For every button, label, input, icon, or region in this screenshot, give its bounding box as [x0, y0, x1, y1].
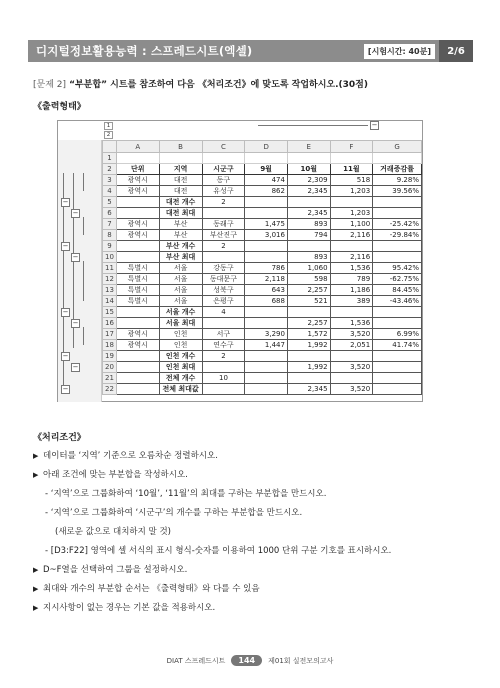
grid-cell[interactable]: 862 — [245, 185, 288, 196]
grid-cell[interactable] — [116, 207, 159, 218]
grid-cell[interactable] — [159, 153, 202, 164]
outline-bracket-group-3 — [83, 261, 84, 301]
condition-text: 아래 조건에 맞는 부분합을 작성하시오. — [43, 470, 188, 480]
grid-cell[interactable]: 광역시 — [116, 185, 159, 196]
grid-cell[interactable] — [373, 350, 422, 361]
grid-cell[interactable] — [287, 372, 330, 383]
collapse-group-button[interactable]: − — [72, 319, 79, 327]
grid-cell[interactable]: 은평구 — [202, 295, 245, 306]
grid-cell[interactable]: 688 — [245, 295, 288, 306]
grid-cell[interactable]: 부산 — [159, 229, 202, 240]
grid-cell[interactable]: 동구 — [202, 174, 245, 185]
grid-cell[interactable]: 474 — [245, 174, 288, 185]
grid-cell[interactable]: 1,572 — [287, 328, 330, 339]
row-header[interactable]: 9 — [103, 240, 117, 251]
question-line — [33, 77, 368, 90]
table-row — [103, 306, 422, 317]
grid-cell[interactable] — [373, 251, 422, 262]
grid-cell[interactable] — [202, 153, 245, 164]
row-header[interactable]: 13 — [103, 284, 117, 295]
bullet-arrow-icon: ▶ — [33, 471, 39, 479]
collapse-all-button[interactable]: − — [62, 385, 69, 393]
grid-cell[interactable]: 2,257 — [287, 284, 330, 295]
grid-cell[interactable]: 3,520 — [330, 383, 373, 394]
grid-cell[interactable] — [373, 153, 422, 164]
row-header[interactable]: 7 — [103, 218, 117, 229]
grid-cell[interactable]: 광역시 — [116, 339, 159, 350]
column-header[interactable]: C — [202, 141, 245, 153]
table-row — [103, 284, 422, 295]
grid-cell[interactable] — [373, 372, 422, 383]
outline-bracket-group-4 — [83, 327, 84, 345]
table-row — [103, 350, 422, 361]
grid-cell[interactable] — [330, 350, 373, 361]
page-header — [28, 40, 473, 62]
grid-cell[interactable]: 동래구 — [202, 218, 245, 229]
grid-cell[interactable]: 6.99% — [373, 328, 422, 339]
grid-cell[interactable] — [116, 240, 159, 251]
grid-cell[interactable]: 2,257 — [287, 317, 330, 328]
grid-cell[interactable]: 서울 — [159, 262, 202, 273]
grid-cell[interactable] — [245, 383, 288, 394]
row-header[interactable]: 1 — [103, 153, 117, 164]
condition-item — [33, 561, 453, 580]
column-header[interactable]: B — [159, 141, 202, 153]
grid-cell[interactable] — [330, 240, 373, 251]
grid-cell[interactable] — [245, 306, 288, 317]
output-form-label: 《출력형태》 — [33, 102, 86, 112]
grid-cell[interactable]: 1,447 — [245, 339, 288, 350]
row-header[interactable]: 15 — [103, 306, 117, 317]
grid-cell[interactable]: 인천 — [159, 328, 202, 339]
grid-cell[interactable]: 부산 최대 — [159, 251, 202, 262]
collapse-group-button[interactable]: − — [62, 198, 69, 206]
conditions-title: 《처리조건》 — [33, 433, 86, 443]
condition-text: - [D3:F22] 영역에 셀 서식의 표시 형식-숫자를 이용하여 1000 단위 구분 기호를 표시하시오. — [45, 546, 392, 556]
outline-bracket-group-2 — [83, 217, 84, 235]
question-number: [문제 2] — [33, 80, 66, 90]
grid-cell[interactable]: 광역시 — [116, 229, 159, 240]
column-header[interactable]: A — [116, 141, 159, 153]
grid-cell[interactable]: 대전 — [159, 174, 202, 185]
grid-cell[interactable]: 521 — [287, 295, 330, 306]
column-header[interactable]: F — [330, 141, 373, 153]
spreadsheet-view — [57, 120, 423, 402]
table-row — [103, 372, 422, 383]
grid-cell[interactable] — [245, 207, 288, 218]
data-grid — [102, 140, 422, 395]
column-header[interactable]: G — [373, 141, 422, 153]
grid-cell[interactable]: 광역시 — [116, 174, 159, 185]
grid-cell[interactable]: -25.42% — [373, 218, 422, 229]
grid-cell[interactable]: 9.28% — [373, 174, 422, 185]
row-header[interactable]: 5 — [103, 196, 117, 207]
condition-text: D~F열을 선택하여 그룹을 설정하시오. — [43, 565, 188, 575]
grid-cell[interactable]: 4 — [202, 306, 245, 317]
collapse-group-button[interactable]: − — [62, 242, 69, 250]
collapse-group-button[interactable]: − — [72, 209, 79, 217]
table-row — [103, 339, 422, 350]
grid-cell[interactable]: 786 — [245, 262, 288, 273]
grid-cell[interactable]: 전체 개수 — [159, 372, 202, 383]
grid-cell[interactable] — [373, 361, 422, 372]
table-row — [103, 174, 422, 185]
collapse-group-button[interactable]: − — [62, 352, 69, 360]
row-header[interactable]: 18 — [103, 339, 117, 350]
grid-cell[interactable]: 84.45% — [373, 284, 422, 295]
footer-book-title: DIAT 스프레드시트 — [166, 656, 226, 665]
row-header[interactable]: 22 — [103, 383, 117, 394]
table-row — [103, 361, 422, 372]
grid-cell[interactable]: 2 — [202, 350, 245, 361]
grid-cell[interactable] — [287, 350, 330, 361]
exam-time-badge: [시험시간: 40분] — [364, 44, 435, 59]
condition-text: 최대와 개수의 부분합 순서는 《출력형태》와 다를 수 있음 — [43, 584, 260, 594]
grid-cell[interactable]: 3,016 — [245, 229, 288, 240]
grid-cell[interactable]: 1,203 — [330, 185, 373, 196]
grid-cell[interactable]: 2,345 — [287, 185, 330, 196]
row-header[interactable]: 4 — [103, 185, 117, 196]
table-row — [103, 240, 422, 251]
table-row — [103, 185, 422, 196]
grid-cell[interactable]: 10 — [202, 372, 245, 383]
grid-cell[interactable]: 1,992 — [287, 361, 330, 372]
grid-cell[interactable]: 794 — [287, 229, 330, 240]
grid-cell[interactable] — [373, 207, 422, 218]
outline-level-bar — [58, 121, 102, 141]
row-outline-gutter — [58, 140, 102, 402]
grid-cell[interactable]: 3,290 — [245, 328, 288, 339]
grid-cell[interactable]: 789 — [330, 273, 373, 284]
row-header[interactable]: 17 — [103, 328, 117, 339]
grid-cell[interactable]: 2,118 — [245, 273, 288, 284]
row-header[interactable]: 3 — [103, 174, 117, 185]
grid-cell[interactable] — [245, 372, 288, 383]
grid-cell[interactable] — [116, 306, 159, 317]
grid-cell[interactable]: 2,116 — [330, 251, 373, 262]
grid-cell[interactable]: -43.46% — [373, 295, 422, 306]
collapse-group-button[interactable]: − — [62, 308, 69, 316]
question-text: “부분합” 시트를 참조하여 다음 《처리조건》에 맞도록 작업하시오.(30점) — [69, 80, 368, 90]
grid-cell[interactable]: 단위 — [116, 163, 159, 174]
table-row — [103, 207, 422, 218]
grid-cell[interactable]: 지역 — [159, 163, 202, 174]
grid-cell[interactable] — [202, 317, 245, 328]
row-header[interactable]: 12 — [103, 273, 117, 284]
row-header[interactable]: 19 — [103, 350, 117, 361]
row-header[interactable]: 16 — [103, 317, 117, 328]
grid-cell[interactable]: 대전 — [159, 185, 202, 196]
grid-cell[interactable]: 643 — [245, 284, 288, 295]
grid-cell[interactable]: 2,345 — [287, 383, 330, 394]
grid-cell[interactable] — [245, 350, 288, 361]
bullet-arrow-icon: ▶ — [33, 585, 39, 593]
grid-cell[interactable]: -62.75% — [373, 273, 422, 284]
bullet-arrow-icon: ▶ — [33, 452, 39, 460]
grid-cell[interactable] — [287, 153, 330, 164]
grid-cell[interactable]: 893 — [287, 251, 330, 262]
grid-cell[interactable] — [116, 350, 159, 361]
grid-cell[interactable] — [116, 361, 159, 372]
bullet-arrow-icon: ▶ — [33, 604, 39, 612]
page-number: 144 — [231, 655, 262, 666]
grid-cell[interactable] — [202, 251, 245, 262]
table-row — [103, 229, 422, 240]
grid-cell[interactable]: 서울 — [159, 273, 202, 284]
grid-cell[interactable] — [116, 196, 159, 207]
grid-cell[interactable] — [245, 196, 288, 207]
grid-cell[interactable]: 거래증감률 — [373, 163, 422, 174]
grid-cell[interactable] — [373, 240, 422, 251]
grid-cell[interactable]: 39.56% — [373, 185, 422, 196]
grid-cell[interactable]: 특별시 — [116, 262, 159, 273]
grid-cell[interactable]: 9월 — [245, 163, 288, 174]
column-header[interactable]: E — [287, 141, 330, 153]
row-header[interactable]: 21 — [103, 372, 117, 383]
header-title: 디지털정보활용능력 : 스프레드시트(엑셀) — [36, 44, 253, 58]
grid-cell[interactable]: 인천 최대 — [159, 361, 202, 372]
grid-cell[interactable] — [330, 196, 373, 207]
grid-cell[interactable]: 부산 — [159, 218, 202, 229]
condition-item — [33, 485, 453, 504]
grid-cell[interactable]: 1,203 — [330, 207, 373, 218]
grid-cell[interactable]: 1,992 — [287, 339, 330, 350]
condition-item — [33, 466, 453, 485]
grid-cell[interactable]: 2,051 — [330, 339, 373, 350]
grid-cell[interactable]: 서구 — [202, 328, 245, 339]
column-group-bar — [258, 125, 368, 126]
grid-cell[interactable]: 41.74% — [373, 339, 422, 350]
grid-cell[interactable]: 2 — [202, 196, 245, 207]
condition-item — [33, 504, 453, 523]
grid-cell[interactable] — [287, 196, 330, 207]
grid-cell[interactable]: 95.42% — [373, 262, 422, 273]
outline-bracket-group-1 — [83, 173, 84, 191]
grid-cell[interactable]: 1,475 — [245, 218, 288, 229]
row-header[interactable]: 10 — [103, 251, 117, 262]
row-header[interactable]: 8 — [103, 229, 117, 240]
grid-cell[interactable]: 11월 — [330, 163, 373, 174]
grid-cell[interactable] — [116, 317, 159, 328]
grid-cell[interactable] — [116, 251, 159, 262]
table-row — [103, 196, 422, 207]
select-all-corner[interactable] — [103, 141, 117, 153]
grid-cell[interactable] — [245, 153, 288, 164]
page-indicator: 2/6 — [439, 40, 473, 62]
grid-cell[interactable]: 598 — [287, 273, 330, 284]
grid-cell[interactable] — [373, 196, 422, 207]
grid-cell[interactable]: 강동구 — [202, 262, 245, 273]
grid-cell[interactable]: 광역시 — [116, 218, 159, 229]
grid-cell[interactable]: 시군구 — [202, 163, 245, 174]
grid-cell[interactable] — [116, 372, 159, 383]
grid-cell[interactable]: 전체 최대값 — [159, 383, 202, 394]
grid-cell[interactable] — [116, 153, 159, 164]
grid-cell[interactable] — [330, 153, 373, 164]
grid-cell[interactable]: 389 — [330, 295, 373, 306]
table-row — [103, 218, 422, 229]
grid-cell[interactable]: 2,345 — [287, 207, 330, 218]
condition-item — [33, 447, 453, 466]
grid-cell[interactable] — [330, 306, 373, 317]
table-row — [103, 317, 422, 328]
grid-cell[interactable]: 서울 개수 — [159, 306, 202, 317]
page-footer — [0, 655, 500, 666]
grid-cell[interactable]: 인천 — [159, 339, 202, 350]
grid-cell[interactable] — [330, 372, 373, 383]
table-row — [103, 163, 422, 174]
conditions-list — [33, 447, 453, 618]
grid-cell[interactable]: 부산 개수 — [159, 240, 202, 251]
column-header[interactable]: D — [245, 141, 288, 153]
row-header[interactable]: 14 — [103, 295, 117, 306]
condition-text: - ‘지역’으로 그룹화하여 ‘시군구’의 개수를 구하는 부분합을 만드시오. — [45, 508, 303, 518]
grid-cell[interactable]: 서울 — [159, 295, 202, 306]
grid-cell[interactable]: 1,060 — [287, 262, 330, 273]
grid-cell[interactable]: 서울 최대 — [159, 317, 202, 328]
grid-cell[interactable] — [373, 317, 422, 328]
grid-cell[interactable]: -29.84% — [373, 229, 422, 240]
grid-cell[interactable] — [245, 361, 288, 372]
column-group-collapse-button[interactable]: − — [371, 121, 378, 129]
col-outline-level-2-button[interactable]: 2 — [104, 131, 113, 139]
grid-cell[interactable]: 1,186 — [330, 284, 373, 295]
grid-cell[interactable]: 2,309 — [287, 174, 330, 185]
col-outline-level-1-button[interactable]: 1 — [104, 122, 113, 130]
grid-cell[interactable] — [287, 240, 330, 251]
condition-text: 데이터를 ‘지역’ 기준으로 오름차순 정렬하시오. — [43, 451, 218, 461]
grid-cell[interactable] — [245, 240, 288, 251]
condition-text: - ‘지역’으로 그룹화하여 ‘10월’, ‘11월’의 최대를 구하는 부분합을 만드시오. — [45, 489, 327, 499]
condition-text: (새로운 값으로 대치하지 말 것) — [55, 527, 171, 537]
grid-cell[interactable]: 3,520 — [330, 328, 373, 339]
row-header[interactable]: 6 — [103, 207, 117, 218]
grid-cell[interactable]: 대전 개수 — [159, 196, 202, 207]
grid-cell[interactable]: 2 — [202, 240, 245, 251]
grid-cell[interactable] — [202, 361, 245, 372]
bullet-arrow-icon: ▶ — [33, 566, 39, 574]
grid-cell[interactable] — [373, 306, 422, 317]
grid-cell[interactable]: 특별시 — [116, 273, 159, 284]
grid-cell[interactable] — [116, 383, 159, 394]
table-row — [103, 295, 422, 306]
grid-cell[interactable]: 893 — [287, 218, 330, 229]
table-row — [103, 251, 422, 262]
grid-cell[interactable]: 성북구 — [202, 284, 245, 295]
grid-cell[interactable]: 인천 개수 — [159, 350, 202, 361]
condition-item — [33, 599, 453, 618]
grid-cell[interactable]: 특별시 — [116, 284, 159, 295]
table-row — [103, 262, 422, 273]
grid-cell[interactable]: 광역시 — [116, 328, 159, 339]
grid-cell[interactable] — [373, 383, 422, 394]
condition-item — [33, 542, 453, 561]
collapse-group-button[interactable]: − — [72, 253, 79, 261]
grid-cell[interactable]: 3,520 — [330, 361, 373, 372]
grid-cell[interactable]: 동대문구 — [202, 273, 245, 284]
grid-cell[interactable]: 부산진구 — [202, 229, 245, 240]
condition-text: 지시사항이 없는 경우는 기본 값을 적용하시오. — [43, 603, 216, 613]
row-header[interactable]: 11 — [103, 262, 117, 273]
grid-cell[interactable] — [245, 317, 288, 328]
table-row — [103, 383, 422, 394]
grid-cell[interactable]: 1,100 — [330, 218, 373, 229]
grid-cell[interactable]: 518 — [330, 174, 373, 185]
table-row — [103, 153, 422, 164]
condition-item — [33, 580, 453, 599]
table-row — [103, 273, 422, 284]
row-header[interactable]: 2 — [103, 163, 117, 174]
grid-cell[interactable] — [202, 207, 245, 218]
grid-cell[interactable]: 연수구 — [202, 339, 245, 350]
grid-cell[interactable]: 1,536 — [330, 317, 373, 328]
grid-cell[interactable] — [245, 251, 288, 262]
grid-cell[interactable]: 서울 — [159, 284, 202, 295]
grid-cell[interactable] — [202, 383, 245, 394]
grid-cell[interactable]: 2,116 — [330, 229, 373, 240]
collapse-group-button[interactable]: − — [72, 363, 79, 371]
grid-cell[interactable]: 대전 최대 — [159, 207, 202, 218]
table-row — [103, 328, 422, 339]
grid-cell[interactable] — [287, 306, 330, 317]
grid-cell[interactable]: 유성구 — [202, 185, 245, 196]
column-header-row — [103, 141, 422, 153]
row-header[interactable]: 20 — [103, 361, 117, 372]
condition-item — [33, 523, 453, 542]
grid-cell[interactable]: 특별시 — [116, 295, 159, 306]
grid-cell[interactable]: 1,536 — [330, 262, 373, 273]
footer-exam-title: 제01회 실전모의고사 — [268, 656, 334, 665]
grid-cell[interactable]: 10월 — [287, 163, 330, 174]
